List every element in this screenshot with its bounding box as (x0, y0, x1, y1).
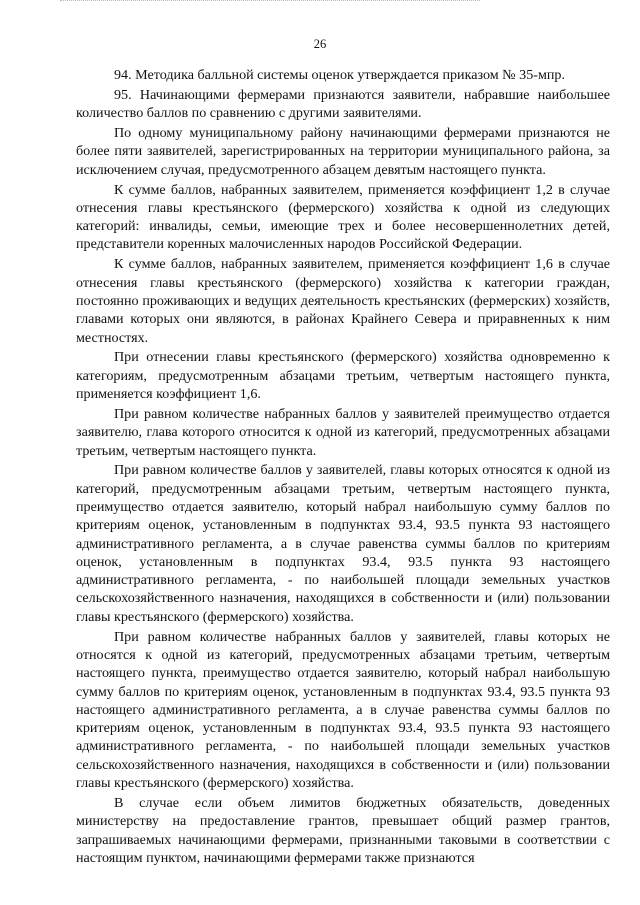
paragraph: При равном количестве набранных баллов у заявителей, главы которых не относятся к одной из категорий, предусмотренных абзацами третьим, четвертым настоящего пункта, преимущество отдается заявителю, который набрал наибольшую сумму баллов по критериям оценок, установленным в подпунктах 93.4, 93.5 пункта 93 настоящего административного регламента, а в случае равенства суммы баллов по критериям оценок, установленным в подпунктах 93.4, 93.5 пункта 93 настоящего административного регламента, - по наибольшей площади земельных участков сельскохозяйственного назначения, находящихся в собственности и (или) пользовании главы крестьянского (фермерского) хозяйства. (76, 628, 610, 792)
paragraph-94: 94. Методика балльной системы оценок утверждается приказом № 35-мпр. (114, 67, 565, 83)
paragraph: В случае если объем лимитов бюджетных обязательств, доведенных министерству на предоставление грантов, превышает общий размер грантов, запрашиваемых начинающими фермерами, признанными таковыми в соответствии с настоящим пунктом, начинающими фермерами также признаются (76, 794, 610, 866)
paragraph: При равном количестве набранных баллов у заявителей преимущество отдается заявителю, глава которого относится к одной из категорий, предусмотренных абзацами третьим, четвертым настоящего пункта. (76, 405, 610, 459)
page-number: 26 (313, 37, 327, 51)
paragraph: При равном количестве баллов у заявителей, главы которых относятся к одной из категорий, предусмотренным абзацами третьим, четвертым настоящего пункта, преимущество отдается заявителю, который набрал наибольшую сумму баллов по критериям оценок, установленным в подпунктах 93.4, 93.5 пункта 93 настоящего административного регламента, а в случае равенства суммы баллов по критериям оценок, установленным в подпунктах 93.4, 93.5 пункта 93 настоящего административного регламента, - по наибольшей площади земельных участков сельскохозяйственного назначения, находящихся в собственности и (или) пользовании главы крестьянского (фермерского) хозяйства. (76, 462, 610, 625)
paragraph-95: 95. Начинающими фермерами признаются заявители, набравшие наибольшее количество баллов по сравнению с другими заявителями. (76, 86, 610, 122)
paragraph: По одному муниципальному району начинающими фермерами признаются не более пяти заявителей, зарегистрированных на территории муниципального района, за исключением случая, предусмотренного абзацем девятым настоящего пункта. (76, 125, 610, 178)
paragraph: К сумме баллов, набранных заявителем, применяется коэффициент 1,6 в случае отнесения главы крестьянского (фермерского) хозяйства к категории граждан, постоянно проживающих и ведущих деятельность крестьянских (фермерских) хозяйств, главами которых они являются, в районах Крайнего Севера и приравненных к ним местностях. (76, 256, 610, 346)
document-body (76, 66, 610, 867)
paragraph: К сумме баллов, набранных заявителем, применяется коэффициент 1,2 в случае отнесения главы крестьянского (фермерского) хозяйства к одной из следующих категорий: инвалиды, семьи, имеющие трех и более несовершеннолетних детей, представители коренных малочисленных народов Российской Федерации. (76, 181, 610, 253)
scan-edge-artifact (60, 0, 480, 6)
paragraph: При отнесении главы крестьянского (фермерского) хозяйства одновременно к категориям, предусмотренным абзацами третьим, четвертым настоящего пункта, применяется коэффициент 1,6. (76, 349, 610, 403)
